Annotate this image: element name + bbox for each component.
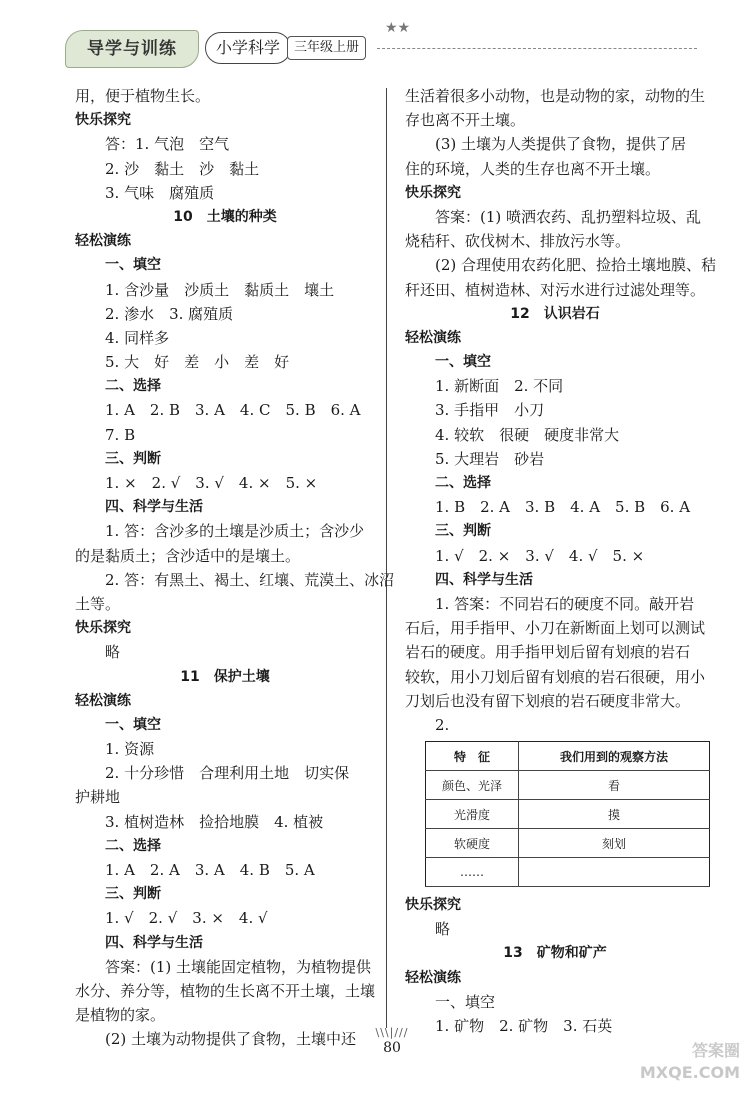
table-row — [426, 858, 710, 887]
section-heading: 快乐探究 — [405, 184, 461, 201]
star-icon: ★★ — [385, 20, 411, 36]
text-line: 略 — [105, 643, 121, 662]
text-line: 较软，用小刀划后留有划痕的岩石很硬，用小 — [405, 667, 706, 686]
table-header-method: 我们用到的观察方法 — [519, 742, 710, 771]
right-column-bottom — [405, 893, 705, 1038]
section-title: 13 矿物和矿产 — [503, 945, 607, 962]
section-heading: 二、选择 — [105, 378, 161, 395]
table-row — [426, 800, 710, 829]
text-line: 3. 植树造林 捡拾地膜 4. 植被 — [105, 812, 324, 831]
text-line: 2. 答：有黑土、褐土、红壤、荒漠土、冰沼 — [105, 570, 395, 589]
section-heading: 一、填空 — [105, 716, 161, 733]
table-cell: 光滑度 — [426, 800, 519, 829]
observation-table — [425, 741, 710, 887]
table-cell: 刻划 — [519, 829, 710, 858]
table-row — [426, 771, 710, 800]
table-cell: …… — [426, 858, 519, 887]
table-header-feature: 特 征 — [426, 742, 519, 771]
text-line: 5. 大 好 差 小 差 好 — [105, 353, 290, 372]
text-line: 4. 同样多 — [105, 328, 170, 347]
section-heading: 三、判断 — [105, 450, 161, 467]
text-line: (3) 土壤为人类提供了食物，提供了居 — [435, 135, 687, 154]
text-line: 1. × 2. √ 3. √ 4. × 5. × — [105, 474, 318, 492]
text-line: 的是黏质土；含沙适中的是壤土。 — [75, 546, 301, 565]
section-heading: 二、选择 — [105, 837, 161, 854]
text-line: 略 — [435, 920, 451, 939]
text-line: 1. √ 2. × 3. √ 4. √ 5. × — [435, 546, 645, 565]
text-line: 护耕地 — [75, 788, 121, 807]
text-line: 1. 答案：不同岩石的硬度不同。敲开岩 — [435, 594, 695, 613]
text-line: (2) 合理使用农药化肥、捡拾土壤地膜、秸 — [435, 256, 717, 275]
section-heading: 三、判断 — [105, 886, 161, 903]
text-line: 2. 沙 黏土 沙 黏土 — [105, 159, 260, 178]
section-title: 10 土壤的种类 — [173, 208, 277, 225]
subject-label: 小学科学 — [205, 32, 291, 64]
table-cell: 软硬度 — [426, 829, 519, 858]
column-divider — [386, 88, 387, 1028]
right-column-top — [405, 84, 717, 737]
text-line: 1. 答：含沙多的土壤是沙质土；含沙少 — [105, 522, 365, 541]
section-heading: 轻松演练 — [75, 692, 131, 709]
text-line: 2. 渗水 3. 腐殖质 — [105, 304, 234, 323]
text-line: 住的环境，人类的生存也离不开土壤。 — [405, 159, 661, 178]
section-heading: 一、填空 — [435, 354, 491, 371]
grade-label: 三年级上册 — [287, 36, 366, 60]
page-number-ornament: \\\|/// — [375, 1026, 409, 1039]
text-line: 1. B 2. A 3. B 4. A 5. B 6. A — [435, 498, 691, 517]
text-line: 答案：(1) 喷洒农药、乱扔塑料垃圾、乱 — [435, 207, 702, 226]
text-line: 是植物的家。 — [75, 1006, 166, 1025]
section-heading: 二、选择 — [435, 475, 491, 491]
table-cell — [519, 858, 710, 887]
right-column — [405, 84, 717, 1038]
text-line: 3. 气味 腐殖质 — [105, 183, 215, 202]
text-line: 2. 十分珍惜 合理利用土地 切实保 — [105, 764, 350, 783]
section-heading: 一、填空 — [105, 257, 161, 274]
header-rule — [377, 48, 697, 49]
text-line: 1. √ 2. √ 3. × 4. √ — [105, 909, 268, 928]
table-header-row — [426, 742, 710, 771]
text-line: 石后，用手指甲、小刀在新断面上划可以测试 — [405, 619, 706, 638]
text-line: 一、填空 — [435, 992, 496, 1011]
text-line: 1. 新断面 2. 不同 — [435, 377, 564, 396]
section-title: 12 认识岩石 — [510, 305, 600, 322]
text-line: 岩石的硬度。用手指甲划后留有划痕的岩石 — [405, 643, 691, 662]
section-heading: 轻松演练 — [405, 969, 461, 986]
text-line: 1. 矿物 2. 矿物 3. 石英 — [435, 1017, 613, 1035]
section-heading: 快乐探究 — [75, 620, 131, 637]
section-heading: 快乐探究 — [75, 112, 131, 129]
book-series-badge: 导学与训练 — [65, 30, 199, 68]
text-line: 烧秸秆、砍伐树木、排放污水等。 — [405, 232, 631, 251]
table-cell: 摸 — [519, 800, 710, 829]
text-line: 用，便于植物生长。 — [75, 87, 211, 105]
section-heading: 三、判断 — [435, 523, 491, 540]
text-line: 1. 含沙量 沙质土 黏质土 壤土 — [105, 280, 335, 299]
section-heading: 四、科学与生活 — [105, 934, 203, 951]
section-heading: 轻松演练 — [75, 233, 131, 250]
text-line: 1. 资源 — [105, 740, 155, 759]
table-cell: 颜色、光泽 — [426, 771, 519, 800]
text-line: 答案：(1) 土壤能固定植物，为植物提供 — [105, 957, 372, 976]
text-line: 1. A 2. A 3. A 4. B 5. A — [105, 861, 315, 879]
table-cell: 看 — [519, 771, 710, 800]
page-header — [55, 20, 705, 70]
text-line: 生活着很多小动物，也是动物的家，动物的生 — [405, 87, 706, 105]
text-line: 存也离不开土壤。 — [405, 111, 526, 130]
watermark-logo: 答案圈 MXQE.COM — [639, 1041, 740, 1082]
section-heading: 快乐探究 — [405, 897, 461, 914]
text-line: 4. 较软 很硬 硬度非常大 — [435, 425, 620, 444]
section-title: 11 保护土壤 — [180, 668, 270, 685]
text-line: 7. B — [105, 425, 136, 444]
text-line: 2. — [435, 715, 450, 734]
section-heading: 四、科学与生活 — [105, 499, 203, 516]
section-heading: 四、科学与生活 — [435, 571, 533, 588]
text-line: 答：1. 气泡 空气 — [105, 135, 230, 154]
text-line: 刀划后也没有留下划痕的岩石硬度非常大。 — [405, 691, 691, 710]
text-line: 水分、养分等，植物的生长离不开土壤，土壤 — [75, 981, 376, 1000]
section-heading: 轻松演练 — [405, 329, 461, 346]
text-line: 1. A 2. B 3. A 4. C 5. B 6. A — [105, 401, 361, 420]
text-line: 5. 大理岩 砂岩 — [435, 449, 545, 468]
page-number: 80 — [383, 1040, 401, 1056]
table-row — [426, 829, 710, 858]
text-line: 3. 手指甲 小刀 — [435, 401, 545, 420]
text-line: 土等。 — [75, 594, 121, 613]
text-line: 秆还田、植树造林、对污水进行过滤处理等。 — [405, 280, 706, 299]
text-line: (2) 土壤为动物提供了食物，土壤中还 — [105, 1030, 357, 1049]
